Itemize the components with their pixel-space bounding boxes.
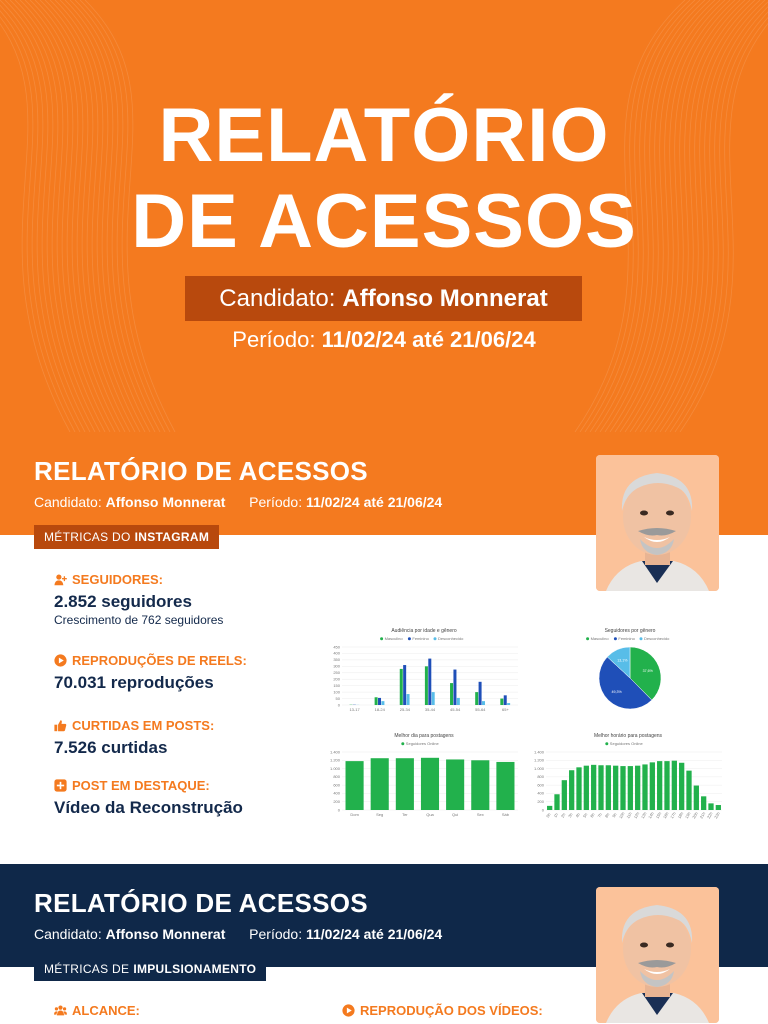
x-tick-label: 11h <box>625 811 633 820</box>
reels-value: 70.031 reproduções <box>54 673 214 692</box>
bar <box>432 692 435 705</box>
bar <box>507 703 510 705</box>
metric-label: SEGUIDORES: <box>72 572 164 587</box>
period-label: Período: <box>249 926 303 942</box>
bar <box>479 682 482 705</box>
y-tick-label: 600 <box>537 782 544 788</box>
bar <box>554 794 559 810</box>
x-tick-label: 35-44 <box>424 707 436 712</box>
legend-label: Feminino <box>412 636 429 641</box>
bar <box>547 806 552 810</box>
cover-banner <box>0 0 768 432</box>
bar <box>628 766 633 810</box>
x-tick-label: Qui <box>452 812 459 817</box>
period-value: 11/02/24 até 21/06/24 <box>321 327 536 352</box>
bar <box>500 699 503 705</box>
likes-value: 7.526 curtidas <box>54 738 168 757</box>
video-plays-label <box>342 1003 543 1018</box>
x-tick-label: Sáb <box>501 812 509 817</box>
chart-best-hour <box>530 730 726 820</box>
x-tick-label: 18-24 <box>374 707 385 712</box>
x-tick-label: 2h <box>559 812 567 819</box>
bar <box>446 759 464 810</box>
x-tick-label: 23h <box>713 811 721 820</box>
period-value: 11/02/24 até 21/06/24 <box>305 494 443 510</box>
bar <box>576 767 581 810</box>
cover-title-line1: RELATÓRIO <box>158 93 610 178</box>
candidate-box <box>185 276 582 321</box>
section-subtitle <box>34 494 442 510</box>
candidate-label: Candidato: <box>34 926 102 942</box>
bar <box>471 760 489 810</box>
candidate-photo <box>596 455 719 591</box>
section-title: RELATÓRIO DE ACESSOS <box>34 456 368 486</box>
y-tick-label: 350 <box>333 657 340 663</box>
bar <box>716 805 721 810</box>
period-label: Período: <box>232 327 316 352</box>
metric-label: ALCANCE: <box>72 1003 140 1018</box>
chart-audience-age-gender <box>326 625 522 715</box>
cover-title-line2: DE ACESSOS <box>131 179 637 264</box>
y-tick-label: 200 <box>537 799 544 805</box>
y-tick-label: 400 <box>537 790 544 796</box>
y-tick-label: 0 <box>337 807 340 813</box>
legend-label: Masculino <box>384 636 403 641</box>
y-tick-label: 600 <box>333 782 340 788</box>
bar <box>650 762 655 810</box>
x-tick-label: 1h <box>552 812 559 819</box>
bar <box>606 765 611 810</box>
y-tick-label: 1.200 <box>533 757 544 763</box>
y-tick-label: 100 <box>333 689 340 695</box>
pie-label: 13,1% <box>617 658 628 663</box>
followers-value: 2.852 seguidores <box>54 592 192 611</box>
legend-label: Seguidores Online <box>405 741 439 746</box>
x-tick-label: 22h <box>705 811 714 820</box>
candidate-photo <box>596 887 719 1023</box>
x-tick-label: 4h <box>574 812 581 819</box>
bar <box>642 764 647 810</box>
section-subtitle <box>34 926 442 942</box>
bar <box>686 771 691 810</box>
x-tick-label: 13h <box>639 811 648 820</box>
bar <box>482 701 485 705</box>
x-tick-label: 65+ <box>502 707 509 712</box>
metric-label: REPRODUÇÕES DE REELS: <box>72 653 247 668</box>
boost-metrics-tag <box>34 957 266 981</box>
chart-title: Melhor dia para postagens <box>394 733 454 739</box>
y-tick-label: 200 <box>333 799 340 805</box>
period-label: Período: <box>249 494 303 510</box>
bar <box>378 698 381 705</box>
candidate-name: Affonso Monnerat <box>342 284 548 312</box>
legend-swatch <box>640 637 643 640</box>
legend-swatch <box>614 637 617 640</box>
legend-swatch <box>434 637 437 640</box>
x-tick-label: 0h <box>545 812 552 819</box>
x-tick-label: 21h <box>698 811 707 820</box>
y-tick-label: 1.000 <box>329 765 340 771</box>
instagram-metrics-tag <box>34 525 219 549</box>
tag-bold: IMPULSIONAMENTO <box>133 962 257 976</box>
bar <box>701 796 706 810</box>
x-tick-label: 12h <box>632 811 641 820</box>
chart-best-day <box>326 730 522 820</box>
y-tick-label: 800 <box>537 774 544 780</box>
metric-label: CURTIDAS EM POSTS: <box>72 718 215 733</box>
legend-label: Feminino <box>618 636 635 641</box>
y-tick-label: 800 <box>333 774 340 780</box>
y-tick-label: 1.200 <box>329 757 340 763</box>
x-tick-label: 19h <box>683 811 692 820</box>
x-tick-label: 5h <box>581 812 589 819</box>
bar <box>450 683 453 705</box>
x-tick-label: 13-17 <box>349 707 360 712</box>
metric-label: POST EM DESTAQUE: <box>72 778 210 793</box>
likes-label <box>54 718 214 733</box>
bar <box>400 669 403 705</box>
bar <box>569 770 574 810</box>
x-tick-label: 10h <box>617 811 626 820</box>
bar <box>496 762 514 810</box>
legend-swatch <box>408 637 411 640</box>
bar <box>584 766 589 810</box>
period-value: 11/02/24 até 21/06/24 <box>305 926 443 942</box>
legend-label: Masculino <box>590 636 609 641</box>
y-tick-label: 50 <box>335 695 340 701</box>
period-line <box>0 327 768 353</box>
followers-label <box>54 572 163 587</box>
candidate-name: Affonso Monnerat <box>105 494 226 510</box>
y-tick-label: 400 <box>333 790 340 796</box>
bar <box>664 761 669 810</box>
tag-prefix: MÉTRICAS DE <box>44 962 130 976</box>
boost-section <box>0 864 768 1024</box>
bar <box>708 803 713 810</box>
bar <box>657 761 662 810</box>
bar <box>407 694 410 705</box>
x-tick-label: 9h <box>611 812 618 819</box>
bar <box>694 786 699 810</box>
bar <box>562 780 567 810</box>
y-tick-label: 1.400 <box>533 749 544 755</box>
tag-prefix: MÉTRICAS DO <box>44 530 131 544</box>
y-tick-label: 400 <box>333 650 340 656</box>
bar <box>346 761 364 810</box>
x-tick-label: 45-54 <box>450 707 461 712</box>
candidate-label: Candidato: <box>34 494 102 510</box>
y-tick-label: 1.400 <box>329 749 340 755</box>
bar <box>381 701 384 705</box>
reels-label <box>54 653 247 668</box>
bar <box>403 665 406 705</box>
bar <box>425 666 428 705</box>
y-tick-label: 450 <box>333 644 340 650</box>
x-tick-label: 16h <box>661 811 670 820</box>
x-tick-label: 7h <box>596 812 603 819</box>
x-tick-label: 14h <box>647 811 655 820</box>
metric-label: REPRODUÇÃO DOS VÍDEOS: <box>360 1003 543 1018</box>
chart-title: Audiência por idade e gênero <box>391 628 457 634</box>
legend-label: Desconhecido <box>644 636 670 641</box>
legend-swatch <box>380 637 383 640</box>
x-tick-label: Ter <box>402 812 408 817</box>
instagram-section <box>0 432 768 864</box>
featured-post-label <box>54 778 210 793</box>
legend-label: Desconhecido <box>438 636 464 641</box>
bar <box>375 697 378 705</box>
y-tick-label: 250 <box>333 670 340 676</box>
bar <box>635 766 640 810</box>
featured-post-value: Vídeo da Reconstrução <box>54 798 243 817</box>
chart-title: Melhor horário para postagens <box>593 733 663 739</box>
bar <box>620 766 625 810</box>
x-tick-label: 55-64 <box>475 707 486 712</box>
legend-swatch <box>605 742 608 745</box>
x-tick-label: Sex <box>476 812 484 817</box>
bar <box>428 659 431 705</box>
x-tick-label: 15h <box>654 811 663 820</box>
x-tick-label: 25-34 <box>399 707 410 712</box>
x-tick-label: Seg <box>376 812 384 817</box>
legend-label: Seguidores Online <box>609 741 643 746</box>
chart-followers-gender <box>580 625 680 715</box>
followers-growth: Crescimento de 762 seguidores <box>54 613 224 627</box>
bar <box>613 766 618 810</box>
bar <box>475 692 478 705</box>
bar <box>598 765 603 810</box>
user-plus-icon <box>54 573 67 586</box>
candidate-label: Candidato: <box>219 284 336 312</box>
x-tick-label: 8h <box>603 812 611 819</box>
users-icon <box>54 1004 67 1017</box>
tag-bold: INSTAGRAM <box>134 530 210 544</box>
bar <box>371 758 389 810</box>
pie-label: 37,6% <box>642 668 653 673</box>
x-tick-label: 17h <box>669 811 677 820</box>
x-tick-label: 6h <box>589 812 596 819</box>
y-tick-label: 200 <box>333 676 340 682</box>
reach-label <box>54 1003 140 1018</box>
y-tick-label: 0 <box>541 807 544 813</box>
y-tick-label: 1.000 <box>533 765 544 771</box>
bar <box>421 758 439 810</box>
x-tick-label: 18h <box>676 811 685 820</box>
bar <box>591 765 596 810</box>
x-tick-label: 3h <box>567 812 574 819</box>
y-tick-label: 0 <box>337 702 340 708</box>
play-circle-icon <box>342 1004 355 1017</box>
y-tick-label: 150 <box>333 682 340 688</box>
legend-swatch <box>401 742 404 745</box>
thumbs-up-icon <box>54 719 67 732</box>
y-tick-label: 300 <box>333 663 340 669</box>
section-title: RELATÓRIO DE ACESSOS <box>34 888 368 918</box>
x-tick-label: 20h <box>691 811 699 820</box>
bar <box>457 698 460 705</box>
x-tick-label: Dom <box>350 812 359 817</box>
bar <box>679 763 684 810</box>
candidate-name: Affonso Monnerat <box>105 926 226 942</box>
x-tick-label: Qua <box>426 812 434 817</box>
bar <box>504 695 507 705</box>
bar <box>672 761 677 810</box>
legend-swatch <box>586 637 589 640</box>
play-circle-icon <box>54 654 67 667</box>
bar <box>396 758 414 810</box>
chart-title: Seguidores por gênero <box>604 628 656 634</box>
plus-square-icon <box>54 779 67 792</box>
bar <box>453 670 456 705</box>
pie-label: 49,3% <box>611 690 622 695</box>
